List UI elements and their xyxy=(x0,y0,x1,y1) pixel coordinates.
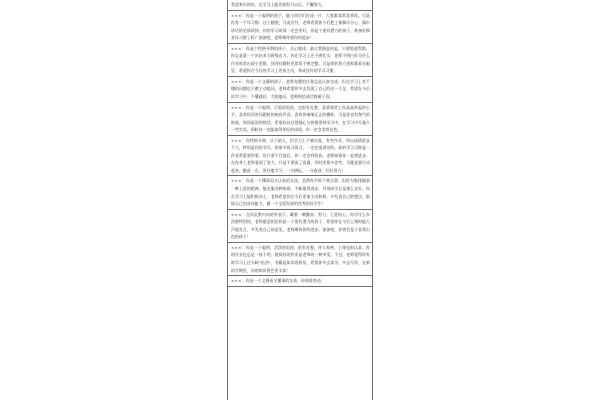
comment-paragraph xyxy=(231,177,370,207)
list-item xyxy=(227,243,373,276)
comment-paragraph xyxy=(231,12,370,42)
list-item xyxy=(227,176,373,209)
page-left-border xyxy=(227,0,228,400)
comment-paragraph xyxy=(231,45,370,75)
student-name: ×××： xyxy=(231,78,246,84)
list-item xyxy=(227,77,373,103)
comment-list xyxy=(227,0,373,287)
comment-text: 你是一个懂事而又认真的女孩，虽然你平时不善言辞，但你为集体做事一种上进的精神，能克服各种困难，不断取得进步，对待同学总是那么友好。你在学习上能积极向上，老师希望你在今后更加主动积极，多发表自己的想法，锻炼自己的各项能力，做一个全面发展的优秀的好学生！ xyxy=(231,178,371,207)
comment-paragraph xyxy=(231,211,370,241)
student-name: ×××： xyxy=(231,104,246,110)
student-name: ×××： xyxy=(231,211,246,217)
student-name: ×××： xyxy=(231,12,246,18)
comment-paragraph xyxy=(231,137,370,175)
student-name: ×××： xyxy=(231,178,246,184)
list-item xyxy=(227,276,373,287)
comment-text: 你是个性格开朗的孩子，关心集体，最让我满意的是，只要需要帮助，你总是第一个站出来为班级出力。你在学习上还不够扎实，老师不明白你为什么作业时常出现小差错，回答问题时也常常不够完整。可是你的努力老师都看在眼里，希望你在今后的学习上更加主动，养成良好的学习习惯。 xyxy=(231,45,371,74)
list-item xyxy=(227,103,373,136)
list-item xyxy=(227,11,373,44)
comment-text: 在你沉默内向的外表下，藏着一颗勤奋、努力、上进的心。你学什么东西都特别快，老师愿意相信你是一个很有潜力的孩子，希望你在今后上课时能大声地发言，多发表自己的意见，老师期待你的进步。加油吧，你将会是个非常出色的孩子！ xyxy=(231,211,371,240)
comment-text: 你是一个聪明、活泼的男孩，很有礼貌，待人和善，上课也很认真，你的作业也总是一丝不苟，批阅你的作业是老师的一种享受。不过，老师觉得你有时学习上还欠缺"钻劲"，书籍是知识的源泉，希望你多去读书，多去写作，在新的学期里，你的知识将会更丰富！ xyxy=(231,244,371,273)
student-name: ×××： xyxy=(231,45,246,51)
list-item xyxy=(227,44,373,77)
comment-paragraph xyxy=(231,277,370,285)
page-right-border xyxy=(372,0,373,400)
comment-paragraph xyxy=(231,104,370,134)
document-page xyxy=(227,0,373,400)
list-item xyxy=(227,0,373,11)
comment-text: 希望来年的你，在学习上能更加努力以后，不懈努力。 xyxy=(231,2,326,7)
comment-text: 你是一个文静而又懂事的女孩，你热爱劳动， xyxy=(245,278,325,284)
comment-text: 你是一个聪明的孩子，能与同学们打成一片，大家都非常喜欢你。可是你有一个坏习惯：过于随便，马虎应付，老师希望你今后把上课偶尔分心、偶尔讲话的毛病改掉，你的学习成绩一定会更好。你是个很有潜力的孩子，准备好摒弃坏习惯了吗？加油吧，老师期待着你的进步！ xyxy=(231,12,371,41)
comment-paragraph xyxy=(231,244,370,274)
student-name: ×××： xyxy=(231,244,246,250)
list-item xyxy=(227,136,373,177)
comment-paragraph xyxy=(231,1,370,9)
comment-text: 你是一个聪明、可爱的男孩，也很有礼貌，喜欢课堂上你高高举起的小手，喜欢你回答问题时的响亮声音。喜欢你端端正正的模样，可是你也有淘气的时候，和同桌说悄悄话，希望你以后把细心与热情带到学习中，在学习中尽量少一些失误，到时你一定能取得更好的成绩。你一定会非常出色。 xyxy=(231,104,371,133)
comment-paragraph xyxy=(231,78,370,101)
comment-text: 你是一个文静的孩子，老师布置的任务总是认真完成，但在学习上有不懂的问题也不敢主动提问，老师希望你多去发现了自己的这一不足，希望在今后的学习中，不懂就问，大胆地问，老师相信成功将属于你。 xyxy=(231,78,371,100)
list-item xyxy=(227,210,373,243)
student-name: ×××： xyxy=(231,278,246,284)
comment-text: 你性格开朗，乐于助人，但学习上不够自觉，有些作业，所以成绩进步不大，特别是你的书写，如果多练习练习，一定会很漂亮的。你的学习习惯是一件非常重要的事，但只要不甘落后，你一定会有收获。老师知道你一直想进步，在你身上老师看到了努力，只是不要说了再做，有时还要多思考，关键是要行动起来，勤奋一点，更好地学习，一分耕耘，一分收获，好好努力！ xyxy=(231,137,371,173)
student-name: ×××： xyxy=(231,137,246,143)
